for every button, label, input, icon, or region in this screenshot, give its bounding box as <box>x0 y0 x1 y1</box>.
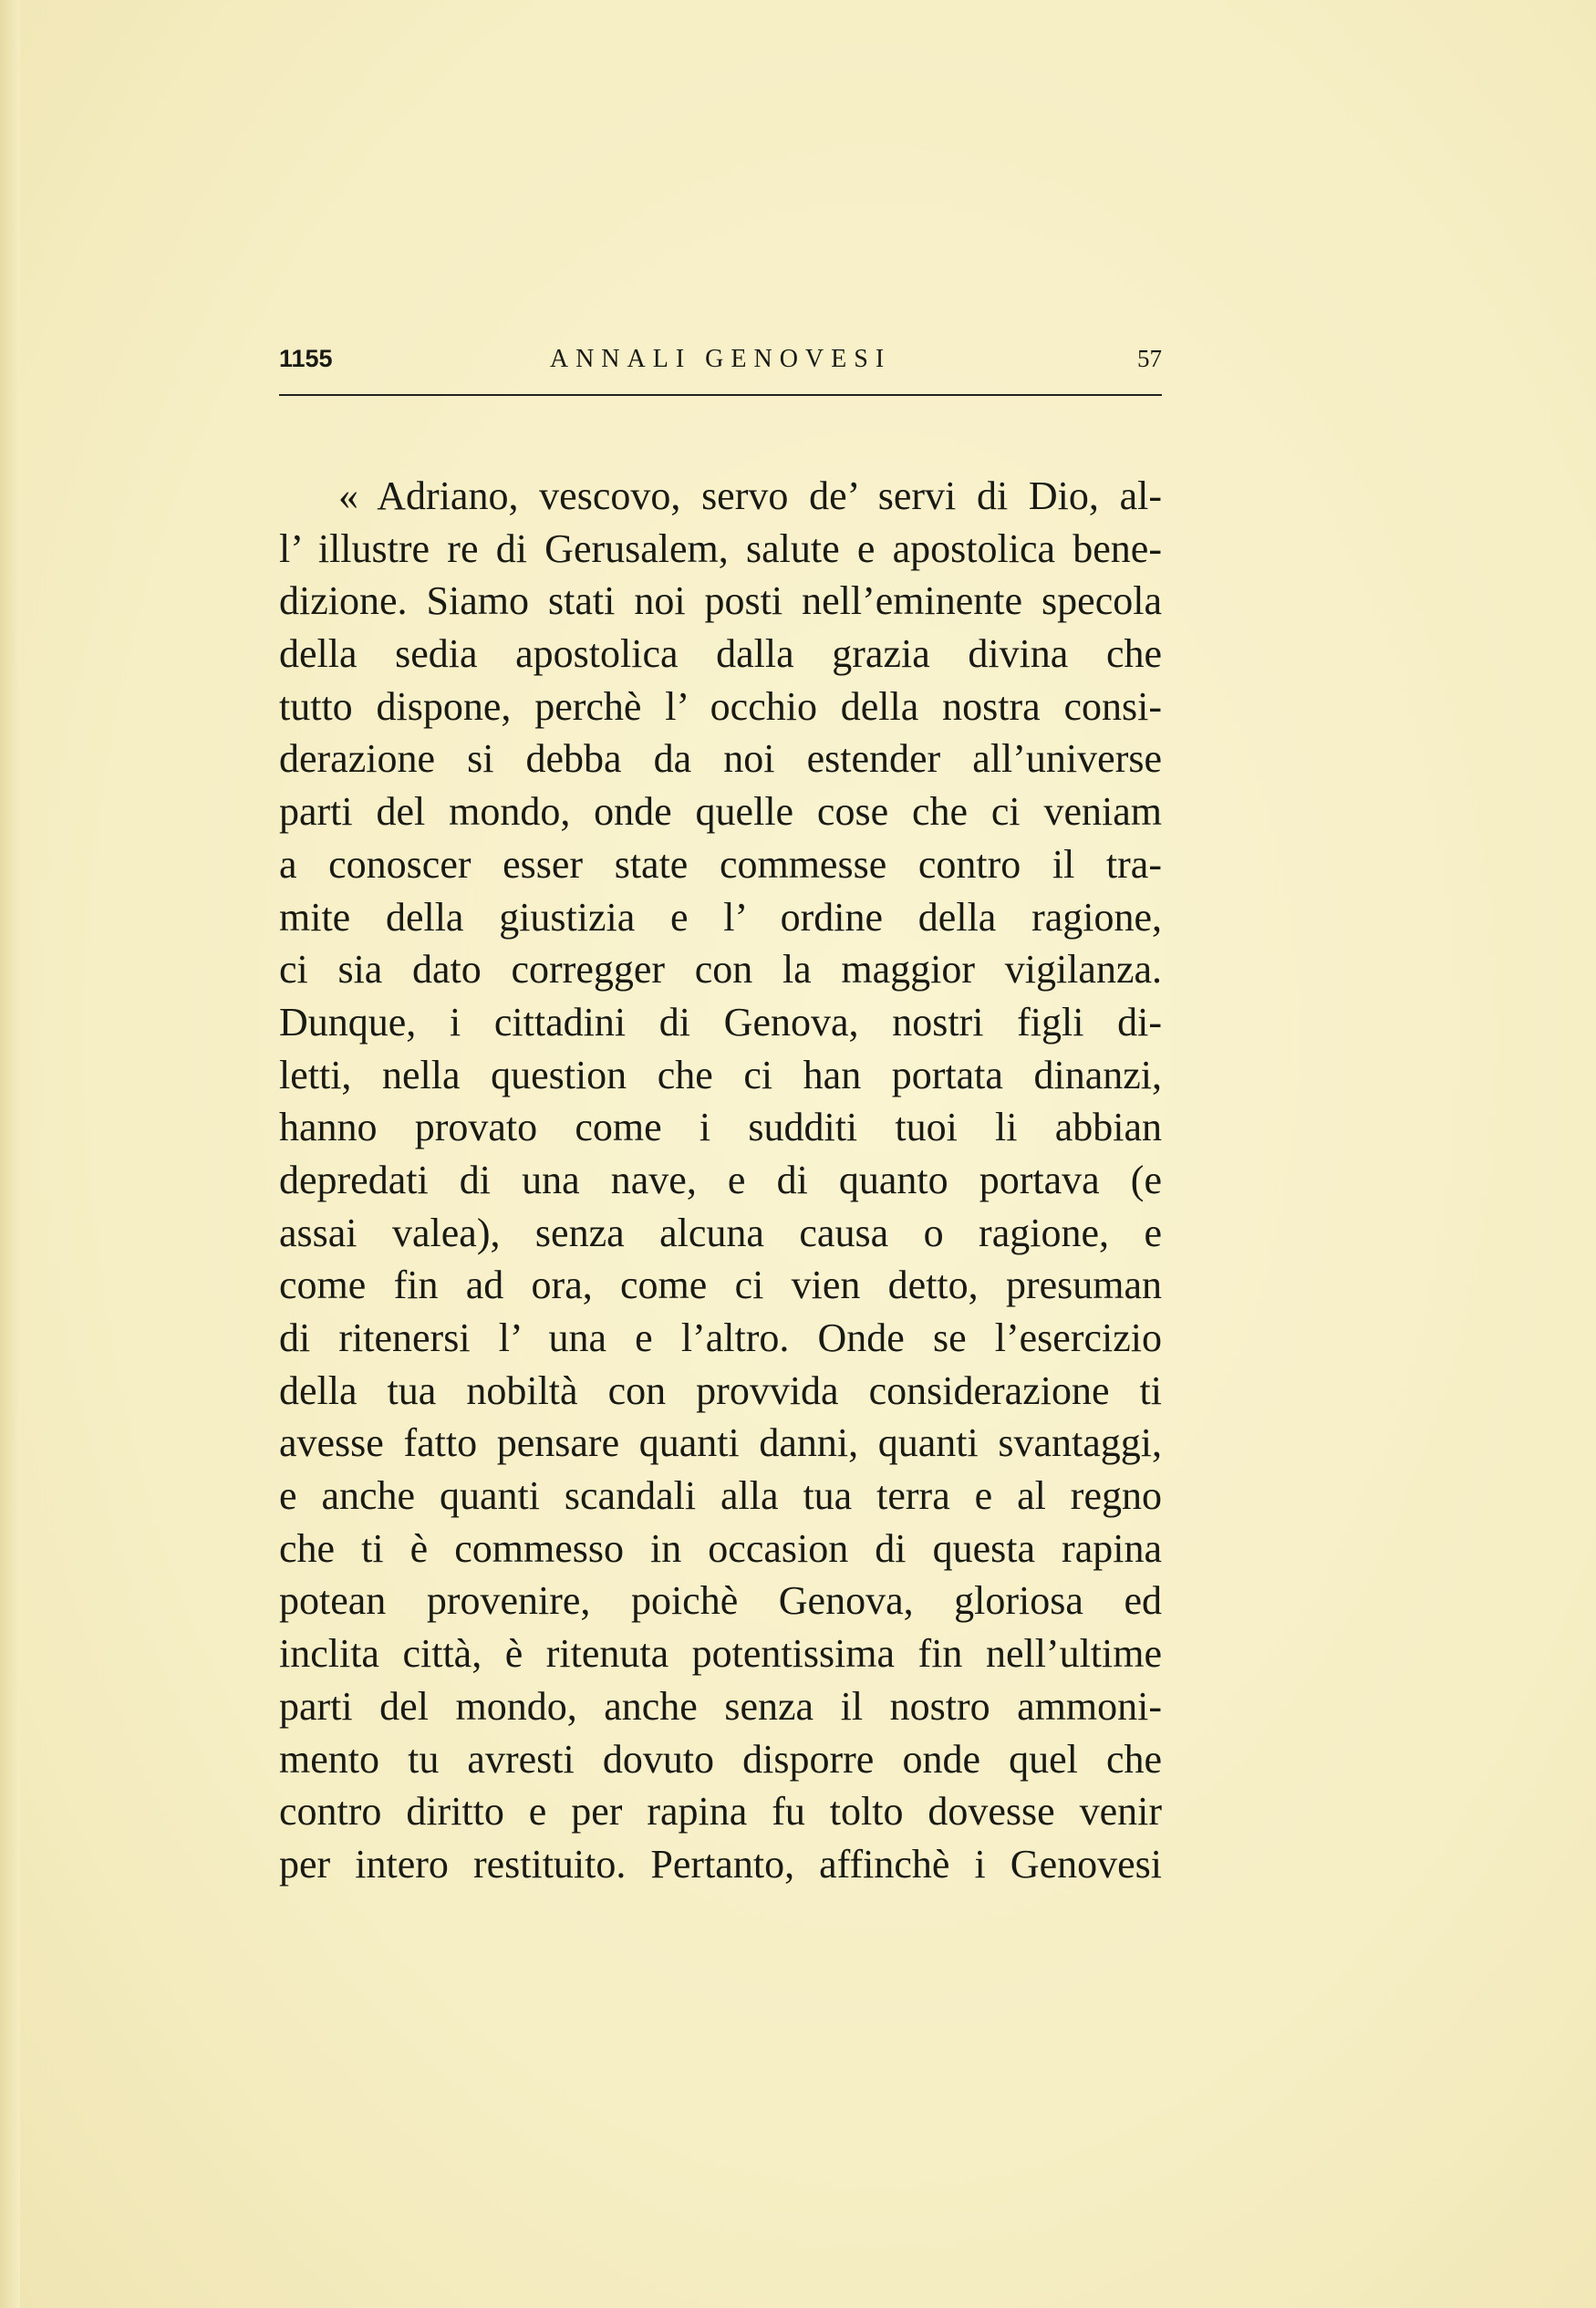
text-line: potean provenire, poichè Genova, gloriosa ed <box>279 1578 1162 1624</box>
text-line: derazione si debba da noi estender all’universe <box>279 736 1162 782</box>
text-line: mite della giustizia e l’ ordine della ragione, <box>279 894 1162 940</box>
text-line: che ti è commesso in occasion di questa rapina <box>279 1525 1162 1571</box>
text-line: della sedia apostolica dalla grazia divina che <box>279 631 1162 677</box>
text-line: letti, nella question che ci han portata dinanzi, <box>279 1052 1162 1097</box>
header-year: 1155 <box>279 345 333 372</box>
text-line: per intero restituito. Pertanto, affinchè i Genovesi <box>279 1841 1162 1887</box>
text-line: come fin ad ora, come ci vien detto, presuman <box>279 1263 1162 1308</box>
running-header <box>279 345 1162 381</box>
text-line: « Adriano, vescovo, servo de’ servi di Dio, al- <box>338 473 1162 518</box>
text-line: parti del mondo, anche senza il nostro ammoni- <box>279 1683 1162 1729</box>
page-number: 57 <box>1137 345 1162 372</box>
text-line: hanno provato come i sudditi tuoi li abbian <box>279 1105 1162 1150</box>
text-line: avesse fatto pensare quanti danni, quanti svantaggi, <box>279 1420 1162 1466</box>
text-line: Dunque, i cittadini di Genova, nostri figli di- <box>279 999 1162 1045</box>
text-line: inclita città, è ritenuta potentissima fin nell’ultime <box>279 1631 1162 1677</box>
text-line: mento tu avresti dovuto disporre onde quel che <box>279 1736 1162 1782</box>
text-line: l’ illustre re di Gerusalem, salute e apostolica bene- <box>279 525 1162 571</box>
text-line: di ritenersi l’ una e l’altro. Onde se l’esercizio <box>279 1315 1162 1360</box>
text-line: depredati di una nave, e di quanto portava (e <box>279 1157 1162 1202</box>
text-line: della tua nobiltà con provvida considerazione ti <box>279 1367 1162 1413</box>
header-rule <box>279 394 1162 396</box>
header-title: ANNALI GENOVESI <box>549 345 892 373</box>
text-line: contro diritto e per rapina fu tolto dovesse venir <box>279 1789 1162 1835</box>
text-line: parti del mondo, onde quelle cose che ci veniam <box>279 789 1162 835</box>
page-edge <box>0 0 20 2308</box>
text-line: e anche quanti scandali alla tua terra e al regno <box>279 1473 1162 1519</box>
text-line: a conoscer esser state commesse contro il tra- <box>279 841 1162 887</box>
text-line: ci sia dato corregger con la maggior vigilanza. <box>279 947 1162 993</box>
text-line: assai valea), senza alcuna causa o ragione, e <box>279 1210 1162 1255</box>
text-line: tutto dispone, perchè l’ occhio della nostra consi- <box>279 683 1162 729</box>
body-text <box>279 470 1162 1891</box>
text-line: dizione. Siamo stati noi posti nell’eminente specola <box>279 578 1162 624</box>
